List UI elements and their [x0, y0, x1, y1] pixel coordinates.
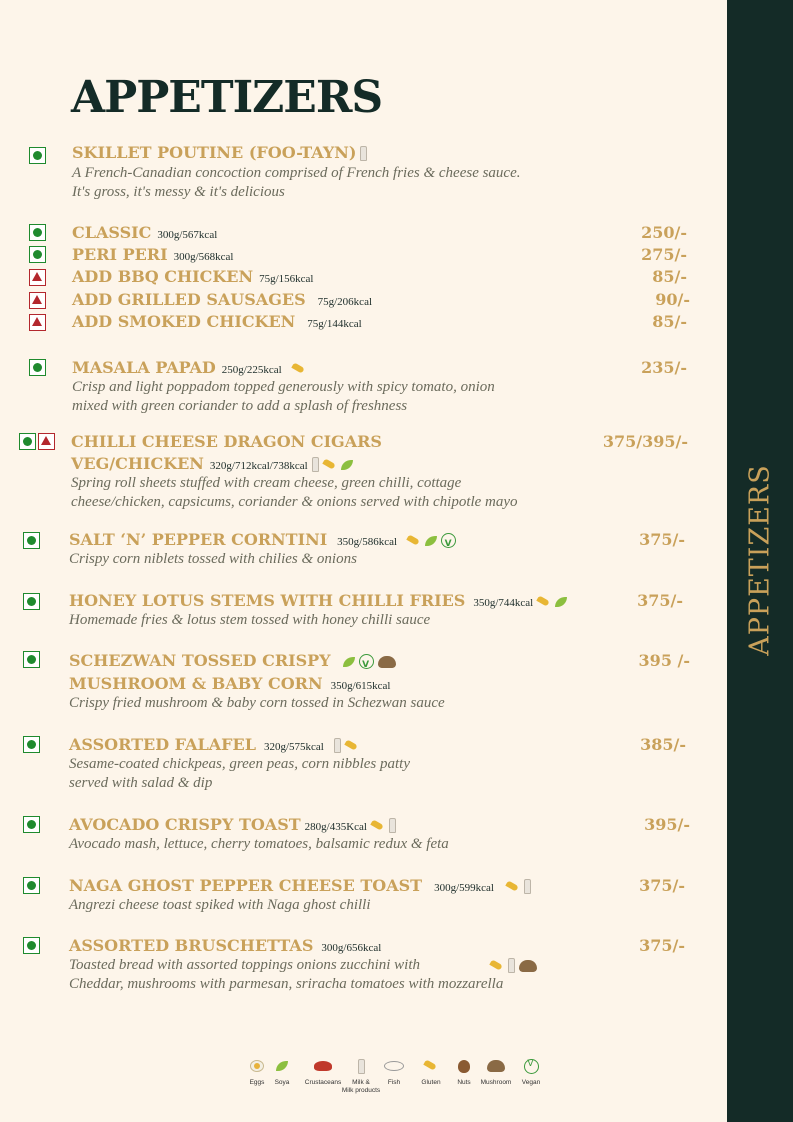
item-name-line2: MUSHROOM & BABY CORN 350g/615kcal [69, 674, 391, 693]
item-price: 375/395/- [602, 432, 688, 451]
milk-icon [508, 958, 515, 973]
legend-item: Crustaceans [298, 1053, 348, 1087]
veg-mark-icon [23, 593, 40, 610]
gluten-icon [323, 459, 337, 471]
item-description: Crispy corn niblets tossed with chilies & onions [69, 551, 357, 567]
milk-icon [524, 879, 531, 894]
item-price: 385/- [640, 735, 686, 754]
soya-icon [276, 1061, 288, 1071]
item-name: ASSORTED BRUSCHETTAS 300g/656kcal [69, 936, 382, 955]
legend-item: Eggs [246, 1053, 268, 1087]
veg-mark-icon [23, 937, 40, 954]
sidebar-title: APPETIZERS [744, 464, 776, 656]
item-name: CHILLI CHEESE DRAGON CIGARS [71, 432, 382, 451]
veg-mark-icon [23, 651, 40, 668]
item-price: 375/- [639, 936, 685, 955]
soya-icon [341, 460, 353, 470]
gluten-icon [345, 740, 359, 752]
gluten-icon [537, 596, 551, 608]
gluten-icon [371, 820, 385, 832]
item-name: PERI PERI 300g/568kcal [72, 245, 234, 264]
legend-item: Soya [270, 1053, 294, 1087]
veg-mark-icon [23, 532, 40, 549]
item-price: 375/- [639, 876, 685, 895]
item-description: Toasted bread with assorted toppings onions zucchini with [69, 957, 420, 973]
item-name: SKILLET POUTINE (FOO-TAYN) [72, 142, 367, 164]
item-name: ADD GRILLED SAUSAGES 75g/206kcal [72, 290, 373, 309]
legend-item: V Vegan [518, 1053, 544, 1087]
item-name-line2: VEG/CHICKEN 320g/712kcal/738kcal [71, 453, 353, 477]
milk-icon [389, 818, 396, 833]
veg-mark-icon [29, 359, 46, 376]
item-name: ASSORTED FALAFEL 320g/575kcal [69, 734, 359, 758]
mushroom-icon [519, 960, 537, 972]
legend-item: Milk & Milk products [336, 1053, 386, 1095]
item-price: 235/- [641, 358, 687, 377]
item-name: ADD SMOKED CHICKEN 75g/144kcal [72, 312, 362, 331]
item-description: It's gross, it's messy & it's delicious [72, 184, 285, 200]
veg-mark-icon [23, 816, 40, 833]
item-name: CLASSIC 300g/567kcal [72, 223, 218, 242]
item-price: 395/- [644, 815, 690, 834]
item-description: Crisp and light poppadom topped generously with spicy tomato, onion [72, 379, 495, 395]
vegan-icon [524, 1059, 539, 1074]
milk-icon [334, 738, 341, 753]
mushroom-icon [487, 1060, 505, 1072]
milk-icon [358, 1059, 365, 1074]
item-name: HONEY LOTUS STEMS WITH CHILLI FRIES 350g/744kcal [69, 590, 567, 614]
item-description: Crispy fried mushroom & baby corn tossed in Schezwan sauce [69, 695, 445, 711]
nonveg-mark-icon [29, 292, 46, 309]
gluten-icon [424, 1060, 438, 1072]
nuts-icon [458, 1060, 470, 1073]
allergen-legend [246, 1053, 551, 1105]
soya-icon [555, 597, 567, 607]
item-description: Sesame-coated chickpeas, green peas, corn nibbles patty [69, 756, 411, 772]
item-price: 85/- [652, 267, 687, 286]
allergen-icons [486, 955, 537, 974]
veg-mark-icon [19, 433, 36, 450]
item-description: mixed with green coriander to add a splash of freshness [72, 398, 408, 414]
gluten-icon [506, 881, 520, 893]
item-description: served with salad & dip [69, 775, 213, 791]
item-name: ADD BBQ CHICKEN 75g/156kcal [72, 267, 314, 286]
item-price: 275/- [641, 245, 687, 264]
nonveg-mark-icon [38, 433, 55, 450]
veg-mark-icon [23, 877, 40, 894]
item-description: Avocado mash, lettuce, cherry tomatoes, balsamic redux & feta [69, 836, 449, 852]
vegan-icon [441, 533, 456, 548]
item-description: Cheddar, mushrooms with parmesan, sriracha tomatoes with mozzarella [69, 976, 504, 992]
nonveg-mark-icon [29, 314, 46, 331]
page-title: APPETIZERS [71, 72, 383, 123]
gluten-icon [292, 363, 306, 375]
item-name: SALT ‘N’ PEPPER CORNTINI 350g/586kcalV [69, 529, 456, 553]
item-name: SCHEZWAN TOSSED CRISPYV [69, 650, 396, 672]
item-price: 250/- [641, 223, 687, 242]
gluten-icon [407, 535, 421, 547]
veg-mark-icon [23, 736, 40, 753]
veg-mark-icon [29, 246, 46, 263]
item-price: 85/- [652, 312, 687, 331]
nonveg-mark-icon [29, 269, 46, 286]
vegan-icon [359, 654, 374, 669]
item-description: Angrezi cheese toast spiked with Naga ghost chilli [69, 897, 371, 913]
mushroom-icon [378, 656, 396, 668]
legend-item: Nuts [452, 1053, 476, 1087]
veg-mark-icon [29, 224, 46, 241]
item-name: NAGA GHOST PEPPER CHEESE TOAST 300g/599kcal [69, 875, 531, 899]
egg-icon [250, 1060, 264, 1072]
legend-item: Gluten [416, 1053, 446, 1087]
milk-icon [312, 457, 319, 472]
item-price: 395 /- [638, 651, 690, 670]
item-description: A French-Canadian concoction comprised of French fries & cheese sauce. [72, 165, 521, 181]
item-name: AVOCADO CRISPY TOAST 280g/435Kcal [69, 814, 396, 838]
item-description: Homemade fries & lotus stem tossed with honey chilli sauce [69, 612, 431, 628]
gluten-icon [490, 960, 504, 972]
item-name: MASALA PAPAD 250g/225kcal [72, 357, 306, 381]
item-price: 375/- [637, 591, 683, 610]
item-price: 90/- [655, 290, 690, 309]
veg-mark-icon [29, 147, 46, 164]
crab-icon [314, 1061, 332, 1071]
fish-icon [384, 1061, 404, 1071]
item-description: Spring roll sheets stuffed with cream cheese, green chilli, cottage [71, 475, 462, 491]
milk-icon [360, 146, 367, 161]
legend-item: Fish [383, 1053, 405, 1087]
soya-icon [425, 536, 437, 546]
item-price: 375/- [639, 530, 685, 549]
soya-icon [343, 657, 355, 667]
legend-item: Mushroom [478, 1053, 514, 1087]
item-description: cheese/chicken, capsicums, coriander & onions served with chipotle mayo [71, 494, 518, 510]
